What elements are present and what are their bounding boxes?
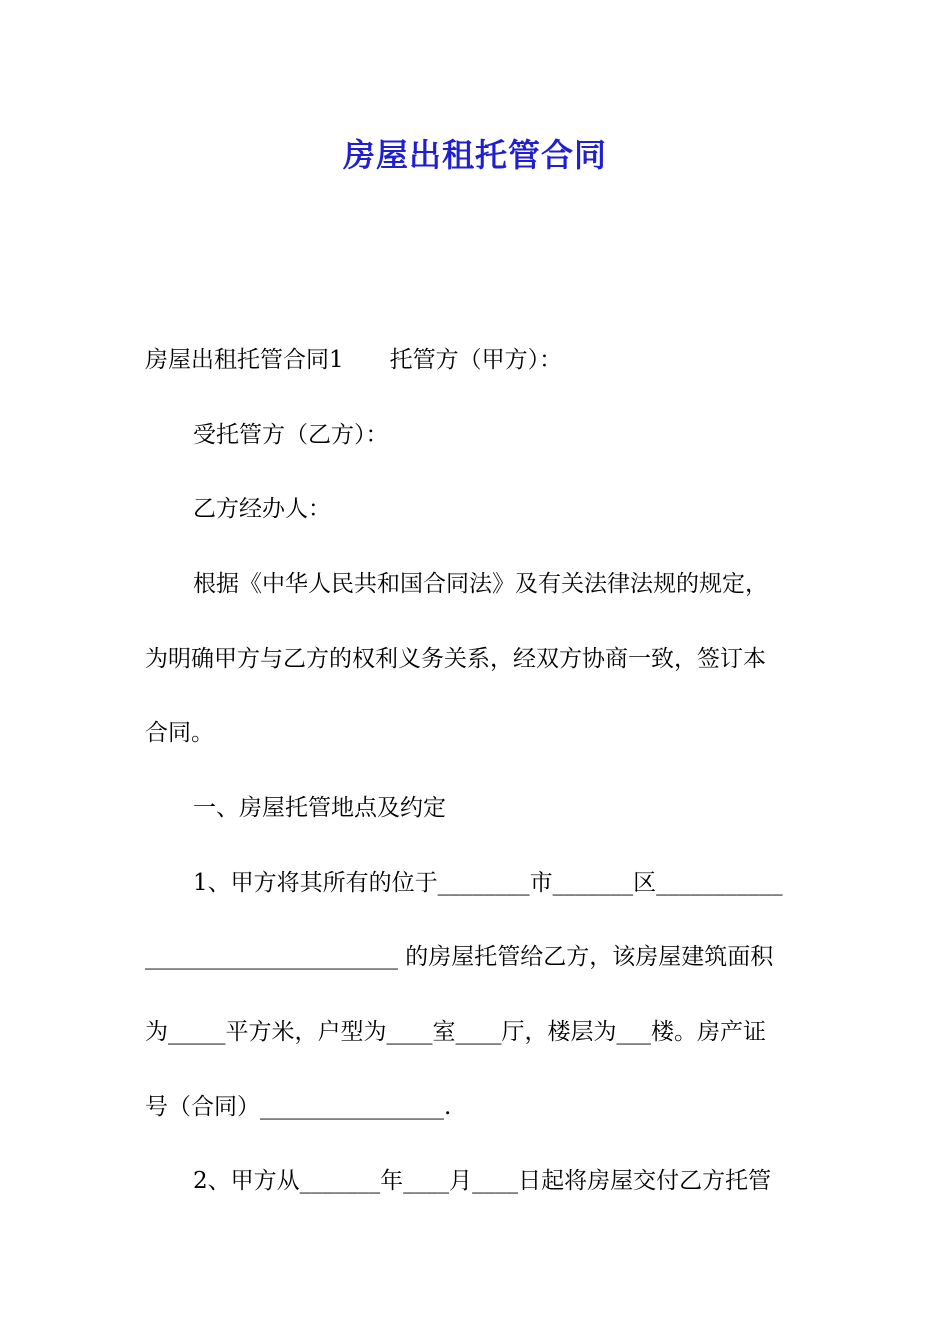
section-heading-1: 一、房屋托管地点及约定 [193,795,446,821]
paragraph-line-trustee: 受托管方（乙方）： [193,422,389,448]
paragraph-line-parties: 房屋出租托管合同1 托管方（甲方）： [145,347,563,373]
clause-2-line-1: 2、甲方从_______年____月____日起将房屋交付乙方托管 [193,1168,772,1194]
paragraph-line-preamble-3: 合同。 [145,720,214,746]
clause-1-line-2: ______________________ 的房屋托管给乙方，该房屋建筑面积 [145,944,774,970]
paragraph-line-preamble-1: 根据《中华人民共和国合同法》及有关法律法规的规定， [193,571,768,597]
clause-1-line-1: 1、甲方将其所有的位于________市_______区___________ [193,870,783,896]
clause-1-line-3: 为_____平方米，户型为____室____厅，楼层为___楼。房产证 [145,1019,766,1045]
paragraph-line-preamble-2: 为明确甲方与乙方的权利义务关系，经双方协商一致，签订本 [145,646,766,672]
paragraph-line-agent: 乙方经办人： [193,496,331,522]
clause-1-line-4: 号（合同）________________. [145,1094,452,1120]
document-title: 房屋出租托管合同 [342,136,607,174]
